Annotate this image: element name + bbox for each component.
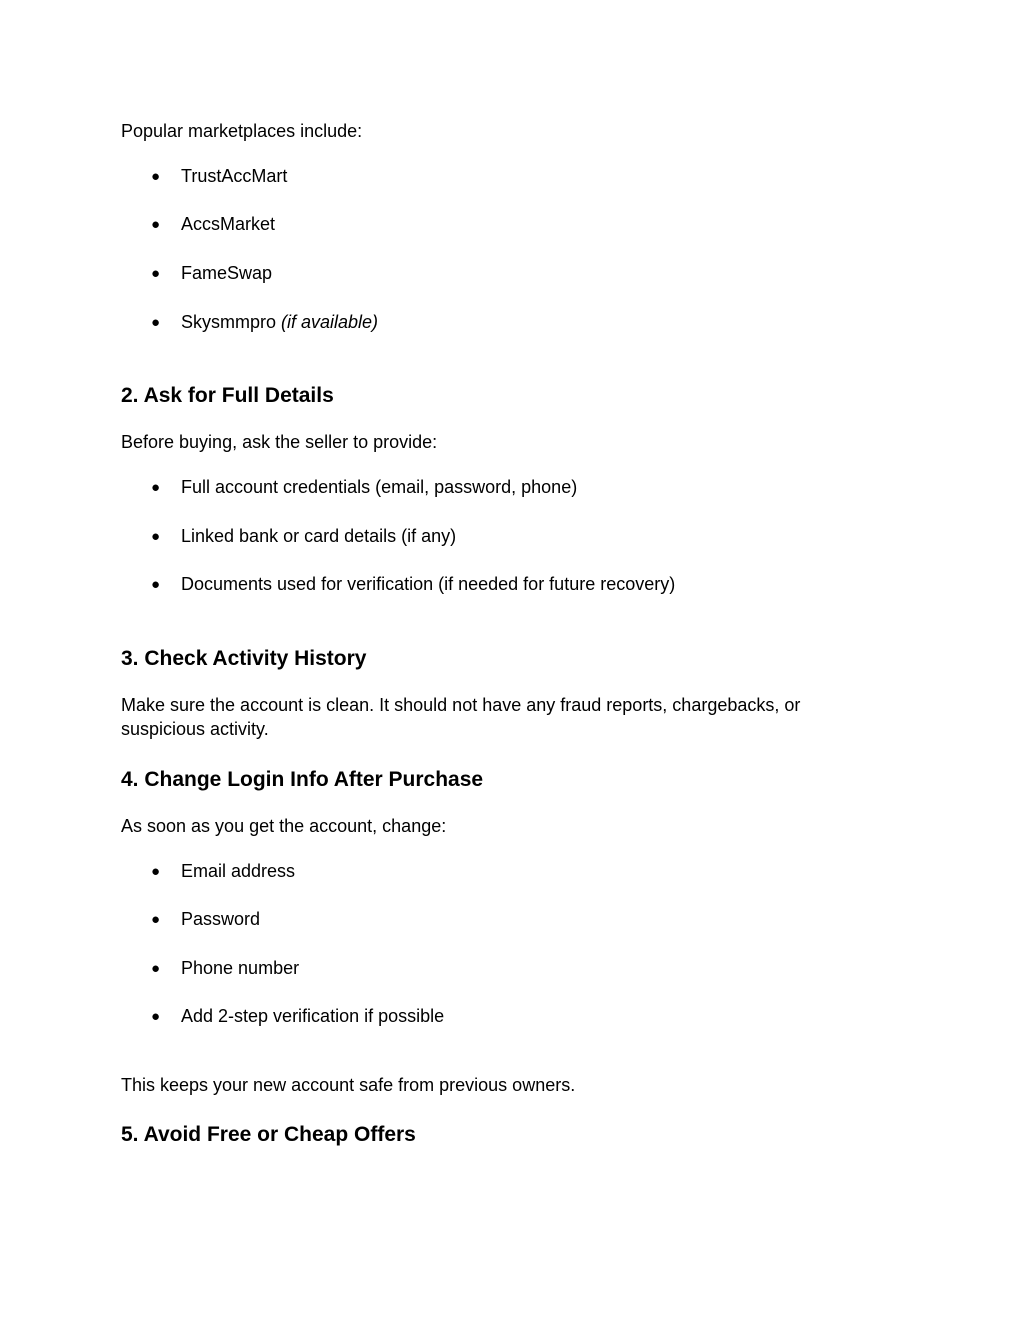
section-heading: 2. Ask for Full Details	[121, 384, 334, 407]
list-item	[151, 261, 272, 286]
section-heading: 5. Avoid Free or Cheap Offers	[121, 1123, 416, 1146]
list-item	[151, 164, 287, 189]
bullet-icon: ●	[151, 168, 161, 185]
bullet-icon: ●	[151, 863, 161, 880]
bullet-icon: ●	[151, 960, 161, 977]
list-item	[151, 212, 275, 237]
list-item	[151, 1004, 444, 1029]
list-item	[151, 859, 295, 884]
list-item-text: Add 2-step verification if possible	[181, 1006, 445, 1026]
section-body: Make sure the account is clean. It should not have any fraud reports, chargebacks, or suspicious activity.	[121, 695, 801, 739]
bullet-icon: ●	[151, 528, 161, 545]
bullet-icon: ●	[151, 265, 161, 282]
list-item-text: TrustAccMart	[181, 166, 288, 186]
bullet-icon: ●	[151, 576, 161, 593]
list-item-note: (if available)	[281, 312, 379, 332]
section-outro: This keeps your new account safe from previous owners.	[121, 1075, 576, 1095]
list-item	[151, 524, 456, 549]
list-item-text: Linked bank or card details (if any)	[181, 526, 457, 546]
list-item-text: Phone number	[181, 958, 300, 978]
list-item-text: Documents used for verification (if needed for future recovery)	[181, 574, 676, 594]
bullet-icon: ●	[151, 1008, 161, 1025]
section-heading: 3. Check Activity History	[121, 647, 367, 670]
marketplaces-intro: Popular marketplaces include:	[121, 121, 363, 141]
section-intro: As soon as you get the account, change:	[121, 816, 447, 836]
bullet-icon: ●	[151, 479, 161, 496]
list-item-text: Full account credentials (email, password, phone)	[181, 477, 578, 497]
list-item	[151, 572, 675, 597]
list-item	[151, 956, 299, 981]
list-item	[151, 907, 260, 932]
list-item-text: Skysmmpro	[181, 312, 282, 332]
list-item-text: Email address	[181, 861, 296, 881]
list-item-text: AccsMarket	[181, 214, 276, 234]
bullet-icon: ●	[151, 216, 161, 233]
section-heading: 4. Change Login Info After Purchase	[121, 768, 484, 791]
list-item-text: Password	[181, 909, 261, 929]
bullet-icon: ●	[151, 911, 161, 928]
bullet-icon: ●	[151, 314, 161, 331]
list-item	[151, 310, 378, 335]
list-item-text: FameSwap	[181, 263, 273, 283]
section-intro: Before buying, ask the seller to provide:	[121, 432, 438, 452]
list-item	[151, 475, 577, 500]
